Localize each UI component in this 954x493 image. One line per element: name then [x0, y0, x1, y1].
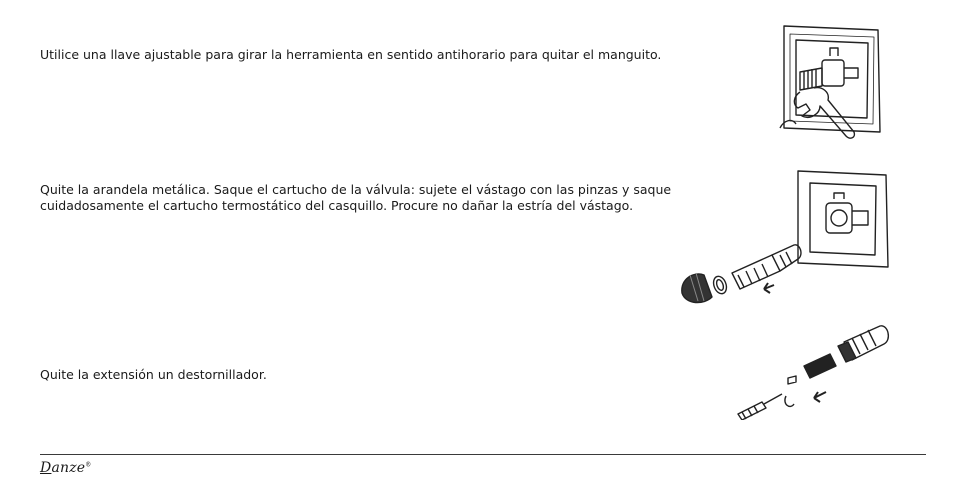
step-2-text: Quite la arandela metálica. Saque el cartucho de la válvula: sujete el vástago con las pinzas y saque cuidadosamente el cartucho termostático del casquillo. Procure no dañar la estría del vástago. [40, 182, 672, 213]
brand-rest: anze [51, 460, 86, 476]
cartridge-removal-icon [676, 163, 890, 315]
step-1-text: Utilice una llave ajustable para girar la herramienta en sentido antihorario para quitar el manguito. [40, 47, 662, 62]
wrench-removing-sleeve-icon [770, 20, 890, 150]
brand-logo [40, 460, 91, 476]
footer-divider [40, 454, 926, 455]
step-3-text: Quite la extensión un destornillador. [40, 367, 267, 382]
brand-registered-mark: ® [85, 461, 92, 469]
extension-screwdriver-icon [734, 320, 894, 420]
brand-initial: D [40, 460, 52, 476]
